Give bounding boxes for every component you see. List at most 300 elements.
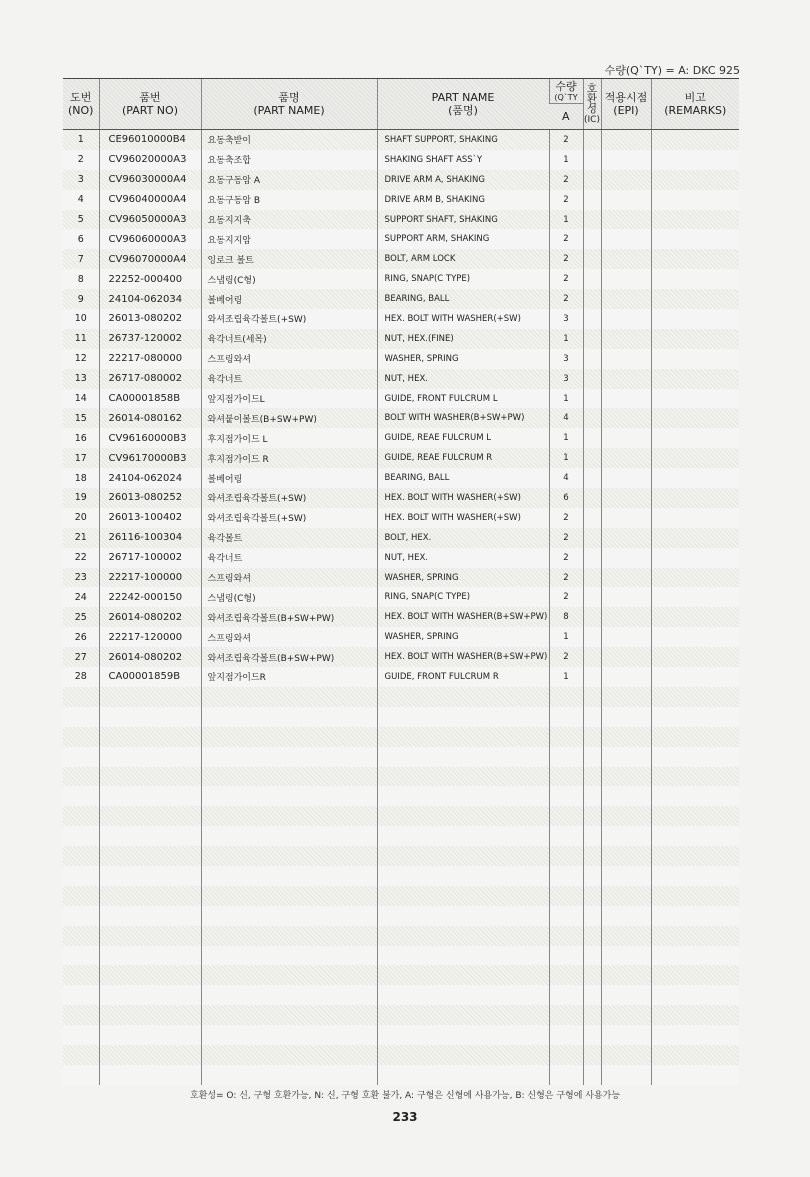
- cell-part-name-en: BOLT WITH WASHER(B+SW+PW): [377, 408, 549, 428]
- table-header: [63, 79, 739, 130]
- cell-part-no: CA00001859B: [99, 667, 201, 687]
- cell-epi: [601, 508, 651, 528]
- cell-part-name-en: [377, 1045, 549, 1065]
- cell-qty: 1: [549, 329, 583, 349]
- cell-epi: [601, 965, 651, 985]
- cell-part-no: 22217-080000: [99, 349, 201, 369]
- header-part-no: 품번 (PART NO): [99, 79, 201, 130]
- cell-part-name-ko: [201, 1005, 377, 1025]
- cell-part-name-en: BOLT, ARM LOCK: [377, 249, 549, 269]
- cell-no: 10: [63, 309, 99, 329]
- cell-part-no: CA00001858B: [99, 389, 201, 409]
- cell-compat: [583, 607, 601, 627]
- cell-part-name-en: SHAFT SUPPORT, SHAKING: [377, 130, 549, 150]
- cell-epi: [601, 249, 651, 269]
- cell-qty: [549, 767, 583, 787]
- cell-part-no: [99, 1065, 201, 1085]
- cell-compat: [583, 289, 601, 309]
- cell-qty: [549, 1065, 583, 1085]
- cell-no: 28: [63, 667, 99, 687]
- cell-part-name-en: [377, 687, 549, 707]
- cell-no: [63, 1025, 99, 1045]
- cell-qty: 2: [549, 587, 583, 607]
- cell-remarks: [651, 707, 739, 727]
- cell-compat: [583, 428, 601, 448]
- cell-remarks: [651, 767, 739, 787]
- cell-compat: [583, 886, 601, 906]
- cell-part-name-en: [377, 707, 549, 727]
- cell-epi: [601, 269, 651, 289]
- cell-qty: [549, 1025, 583, 1045]
- table-row-empty: [63, 1045, 739, 1065]
- table-row: [63, 508, 739, 528]
- cell-part-name-en: HEX. BOLT WITH WASHER(+SW): [377, 488, 549, 508]
- cell-qty: 1: [549, 389, 583, 409]
- cell-part-name-en: SUPPORT SHAFT, SHAKING: [377, 210, 549, 230]
- cell-qty: 2: [549, 508, 583, 528]
- cell-qty: 2: [549, 249, 583, 269]
- cell-remarks: [651, 210, 739, 230]
- cell-epi: [601, 1045, 651, 1065]
- cell-qty: [549, 826, 583, 846]
- cell-part-name-ko: [201, 707, 377, 727]
- cell-part-name-en: [377, 1065, 549, 1085]
- table-row-empty: [63, 826, 739, 846]
- cell-remarks: [651, 329, 739, 349]
- cell-epi: [601, 846, 651, 866]
- cell-part-name-ko: [201, 747, 377, 767]
- cell-qty: [549, 886, 583, 906]
- cell-remarks: [651, 667, 739, 687]
- cell-no: [63, 826, 99, 846]
- table-row: [63, 488, 739, 508]
- table-row: [63, 568, 739, 588]
- cell-remarks: [651, 548, 739, 568]
- cell-part-name-en: [377, 727, 549, 747]
- cell-qty: 8: [549, 607, 583, 627]
- cell-epi: [601, 767, 651, 787]
- cell-part-name-en: RING, SNAP(C TYPE): [377, 587, 549, 607]
- cell-compat: [583, 747, 601, 767]
- table-row: [63, 249, 739, 269]
- cell-part-name-ko: 요동지지축: [201, 210, 377, 230]
- cell-part-name-ko: 앞지점가이드R: [201, 667, 377, 687]
- cell-qty: 4: [549, 468, 583, 488]
- cell-no: 22: [63, 548, 99, 568]
- cell-part-name-ko: [201, 1045, 377, 1065]
- cell-part-no: [99, 1045, 201, 1065]
- cell-compat: [583, 309, 601, 329]
- cell-part-no: [99, 1025, 201, 1045]
- cell-part-name-en: NUT, HEX.: [377, 369, 549, 389]
- cell-qty: [549, 747, 583, 767]
- cell-part-no: [99, 707, 201, 727]
- table-row: [63, 647, 739, 667]
- table-row: [63, 349, 739, 369]
- cell-part-name-en: [377, 1025, 549, 1045]
- cell-part-no: [99, 826, 201, 846]
- cell-part-name-ko: 요동지지암: [201, 229, 377, 249]
- cell-part-no: 22217-120000: [99, 627, 201, 647]
- cell-part-name-en: [377, 946, 549, 966]
- cell-epi: [601, 926, 651, 946]
- cell-remarks: [651, 866, 739, 886]
- cell-remarks: [651, 786, 739, 806]
- cell-no: [63, 767, 99, 787]
- cell-compat: [583, 249, 601, 269]
- cell-no: 23: [63, 568, 99, 588]
- cell-qty: 2: [549, 647, 583, 667]
- cell-part-name-en: NUT, HEX.: [377, 548, 549, 568]
- cell-part-name-ko: [201, 946, 377, 966]
- cell-no: [63, 886, 99, 906]
- table-row-empty: [63, 886, 739, 906]
- cell-part-no: 26013-100402: [99, 508, 201, 528]
- cell-part-no: [99, 727, 201, 747]
- cell-qty: 1: [549, 428, 583, 448]
- cell-remarks: [651, 1065, 739, 1085]
- cell-part-name-en: [377, 826, 549, 846]
- cell-part-name-ko: 잉로크 볼트: [201, 249, 377, 269]
- cell-part-name-ko: [201, 866, 377, 886]
- cell-compat: [583, 627, 601, 647]
- cell-part-no: [99, 747, 201, 767]
- header-compat: 호 환 성 (IC): [583, 79, 601, 130]
- cell-remarks: [651, 687, 739, 707]
- cell-compat: [583, 488, 601, 508]
- cell-remarks: [651, 229, 739, 249]
- cell-remarks: [651, 448, 739, 468]
- cell-part-no: CV96030000A4: [99, 170, 201, 190]
- cell-no: 18: [63, 468, 99, 488]
- table-row: [63, 667, 739, 687]
- cell-remarks: [651, 1025, 739, 1045]
- cell-epi: [601, 210, 651, 230]
- cell-part-name-en: BEARING, BALL: [377, 468, 549, 488]
- cell-part-no: 26014-080202: [99, 607, 201, 627]
- cell-part-no: [99, 946, 201, 966]
- cell-compat: [583, 528, 601, 548]
- cell-qty: 1: [549, 150, 583, 170]
- cell-compat: [583, 826, 601, 846]
- cell-part-name-en: WASHER, SPRING: [377, 627, 549, 647]
- cell-compat: [583, 269, 601, 289]
- cell-part-no: 26737-120002: [99, 329, 201, 349]
- cell-part-name-ko: 와셔조립육각볼트(+SW): [201, 488, 377, 508]
- cell-no: 1: [63, 130, 99, 150]
- cell-remarks: [651, 408, 739, 428]
- cell-compat: [583, 687, 601, 707]
- cell-remarks: [651, 647, 739, 667]
- cell-remarks: [651, 727, 739, 747]
- cell-qty: [549, 866, 583, 886]
- cell-epi: [601, 389, 651, 409]
- cell-remarks: [651, 190, 739, 210]
- cell-part-name-ko: [201, 886, 377, 906]
- cell-qty: 1: [549, 627, 583, 647]
- header-remarks: 비고 (REMARKS): [651, 79, 739, 130]
- cell-qty: [549, 786, 583, 806]
- cell-no: 25: [63, 607, 99, 627]
- table-row-empty: [63, 786, 739, 806]
- cell-part-name-ko: 와셔붙이볼트(B+SW+PW): [201, 408, 377, 428]
- cell-no: 19: [63, 488, 99, 508]
- table-body: [63, 130, 739, 1085]
- cell-part-name-ko: 스프링와셔: [201, 627, 377, 647]
- table-row: [63, 548, 739, 568]
- table-row: [63, 229, 739, 249]
- cell-remarks: [651, 985, 739, 1005]
- cell-compat: [583, 548, 601, 568]
- cell-no: 11: [63, 329, 99, 349]
- cell-compat: [583, 468, 601, 488]
- cell-epi: [601, 309, 651, 329]
- cell-part-name-ko: 후지점가이드 L: [201, 428, 377, 448]
- cell-part-no: [99, 687, 201, 707]
- cell-part-name-en: SUPPORT ARM, SHAKING: [377, 229, 549, 249]
- cell-part-name-en: RING, SNAP(C TYPE): [377, 269, 549, 289]
- cell-compat: [583, 707, 601, 727]
- cell-no: 20: [63, 508, 99, 528]
- cell-part-no: 26717-080002: [99, 369, 201, 389]
- cell-epi: [601, 667, 651, 687]
- cell-part-name-en: BEARING, BALL: [377, 289, 549, 309]
- cell-part-no: [99, 846, 201, 866]
- cell-no: [63, 1065, 99, 1085]
- cell-qty: [549, 985, 583, 1005]
- cell-no: 13: [63, 369, 99, 389]
- cell-part-name-en: HEX. BOLT WITH WASHER(+SW): [377, 508, 549, 528]
- cell-remarks: [651, 965, 739, 985]
- cell-part-name-ko: 육각너트: [201, 548, 377, 568]
- cell-epi: [601, 488, 651, 508]
- cell-qty: 4: [549, 408, 583, 428]
- cell-remarks: [651, 289, 739, 309]
- cell-epi: [601, 627, 651, 647]
- table-row-empty: [63, 906, 739, 926]
- cell-no: 15: [63, 408, 99, 428]
- cell-part-name-ko: [201, 687, 377, 707]
- cell-epi: [601, 448, 651, 468]
- cell-epi: [601, 647, 651, 667]
- cell-part-name-ko: [201, 926, 377, 946]
- cell-epi: [601, 806, 651, 826]
- cell-part-no: 22217-100000: [99, 568, 201, 588]
- cell-qty: 6: [549, 488, 583, 508]
- cell-part-no: CV96170000B3: [99, 448, 201, 468]
- cell-qty: [549, 806, 583, 826]
- cell-epi: [601, 468, 651, 488]
- cell-part-no: 22242-000150: [99, 587, 201, 607]
- cell-part-name-ko: 와셔조립육각볼트(B+SW+PW): [201, 607, 377, 627]
- cell-epi: [601, 747, 651, 767]
- cell-part-name-en: BOLT, HEX.: [377, 528, 549, 548]
- cell-qty: 2: [549, 190, 583, 210]
- parts-table-container: [63, 78, 739, 1084]
- cell-remarks: [651, 428, 739, 448]
- cell-remarks: [651, 806, 739, 826]
- cell-part-name-en: [377, 786, 549, 806]
- table-row: [63, 329, 739, 349]
- cell-part-name-ko: 요동구동암 A: [201, 170, 377, 190]
- cell-remarks: [651, 946, 739, 966]
- table-row-empty: [63, 985, 739, 1005]
- cell-qty: [549, 965, 583, 985]
- cell-part-name-en: [377, 747, 549, 767]
- table-row-empty: [63, 707, 739, 727]
- cell-part-name-ko: [201, 1065, 377, 1085]
- cell-part-name-ko: [201, 826, 377, 846]
- cell-compat: [583, 408, 601, 428]
- cell-remarks: [651, 826, 739, 846]
- cell-part-no: CV96160000B3: [99, 428, 201, 448]
- cell-no: 2: [63, 150, 99, 170]
- table-row-empty: [63, 946, 739, 966]
- cell-remarks: [651, 130, 739, 150]
- cell-part-no: [99, 1005, 201, 1025]
- cell-no: 4: [63, 190, 99, 210]
- cell-no: 9: [63, 289, 99, 309]
- cell-part-name-ko: 와셔조립육각볼트(+SW): [201, 508, 377, 528]
- cell-part-no: CV96060000A3: [99, 229, 201, 249]
- cell-part-no: 26014-080162: [99, 408, 201, 428]
- cell-remarks: [651, 249, 739, 269]
- cell-part-no: 26717-100002: [99, 548, 201, 568]
- table-row-empty: [63, 727, 739, 747]
- cell-part-name-ko: 후지점가이드 R: [201, 448, 377, 468]
- cell-part-name-en: NUT, HEX.(FINE): [377, 329, 549, 349]
- cell-part-name-ko: 육각볼트: [201, 528, 377, 548]
- cell-no: 21: [63, 528, 99, 548]
- cell-remarks: [651, 528, 739, 548]
- cell-epi: [601, 349, 651, 369]
- cell-remarks: [651, 906, 739, 926]
- cell-compat: [583, 130, 601, 150]
- cell-remarks: [651, 488, 739, 508]
- cell-qty: [549, 687, 583, 707]
- cell-compat: [583, 448, 601, 468]
- table-row-empty: [63, 1025, 739, 1045]
- cell-no: [63, 846, 99, 866]
- cell-qty: [549, 906, 583, 926]
- parts-table: [63, 79, 739, 1085]
- cell-no: 14: [63, 389, 99, 409]
- table-row: [63, 627, 739, 647]
- table-row-empty: [63, 846, 739, 866]
- page-number: 233: [392, 1110, 418, 1124]
- cell-part-name-ko: 육각너트: [201, 369, 377, 389]
- cell-compat: [583, 229, 601, 249]
- cell-qty: 3: [549, 349, 583, 369]
- table-row: [63, 170, 739, 190]
- cell-part-name-en: GUIDE, FRONT FULCRUM R: [377, 667, 549, 687]
- cell-no: [63, 1045, 99, 1065]
- cell-qty: 2: [549, 528, 583, 548]
- cell-compat: [583, 806, 601, 826]
- cell-no: 5: [63, 210, 99, 230]
- cell-compat: [583, 1025, 601, 1045]
- cell-part-no: [99, 786, 201, 806]
- cell-part-no: [99, 906, 201, 926]
- cell-part-name-en: DRIVE ARM B, SHAKING: [377, 190, 549, 210]
- cell-compat: [583, 985, 601, 1005]
- table-row: [63, 468, 739, 488]
- cell-compat: [583, 926, 601, 946]
- table-row: [63, 210, 739, 230]
- cell-epi: [601, 369, 651, 389]
- cell-part-name-ko: [201, 727, 377, 747]
- cell-epi: [601, 886, 651, 906]
- table-row: [63, 448, 739, 468]
- cell-part-name-ko: [201, 806, 377, 826]
- cell-no: [63, 687, 99, 707]
- cell-no: [63, 806, 99, 826]
- cell-epi: [601, 727, 651, 747]
- cell-compat: [583, 647, 601, 667]
- cell-part-no: 24104-062024: [99, 468, 201, 488]
- cell-qty: [549, 946, 583, 966]
- cell-part-no: [99, 985, 201, 1005]
- cell-epi: [601, 946, 651, 966]
- cell-qty: [549, 846, 583, 866]
- cell-part-no: CE96010000B4: [99, 130, 201, 150]
- cell-qty: 2: [549, 229, 583, 249]
- cell-no: [63, 786, 99, 806]
- cell-qty: [549, 926, 583, 946]
- cell-no: [63, 866, 99, 886]
- cell-no: [63, 946, 99, 966]
- table-row-empty: [63, 1065, 739, 1085]
- cell-part-name-en: DRIVE ARM A, SHAKING: [377, 170, 549, 190]
- cell-qty: 2: [549, 568, 583, 588]
- table-row-empty: [63, 806, 739, 826]
- cell-remarks: [651, 369, 739, 389]
- cell-qty: [549, 1045, 583, 1065]
- cell-epi: [601, 130, 651, 150]
- cell-part-name-en: GUIDE, REAE FULCRUM L: [377, 428, 549, 448]
- cell-qty: 3: [549, 369, 583, 389]
- cell-compat: [583, 1065, 601, 1085]
- cell-no: 8: [63, 269, 99, 289]
- cell-qty: 3: [549, 309, 583, 329]
- cell-qty: 2: [549, 548, 583, 568]
- cell-qty: 1: [549, 448, 583, 468]
- cell-no: [63, 747, 99, 767]
- cell-remarks: [651, 1005, 739, 1025]
- cell-no: 17: [63, 448, 99, 468]
- cell-part-name-ko: 요동축조합: [201, 150, 377, 170]
- table-row-empty: [63, 767, 739, 787]
- cell-no: 3: [63, 170, 99, 190]
- cell-part-no: [99, 767, 201, 787]
- cell-remarks: [651, 568, 739, 588]
- table-row-empty: [63, 866, 739, 886]
- cell-part-name-en: SHAKING SHAFT ASS`Y: [377, 150, 549, 170]
- header-qty: 수량 (Q`TY: [549, 79, 583, 104]
- cell-compat: [583, 210, 601, 230]
- cell-no: 27: [63, 647, 99, 667]
- cell-qty: 2: [549, 130, 583, 150]
- cell-epi: [601, 1025, 651, 1045]
- cell-part-no: [99, 926, 201, 946]
- cell-compat: [583, 846, 601, 866]
- table-row: [63, 309, 739, 329]
- cell-epi: [601, 170, 651, 190]
- table-row-empty: [63, 687, 739, 707]
- cell-epi: [601, 428, 651, 448]
- cell-compat: [583, 389, 601, 409]
- cell-remarks: [651, 508, 739, 528]
